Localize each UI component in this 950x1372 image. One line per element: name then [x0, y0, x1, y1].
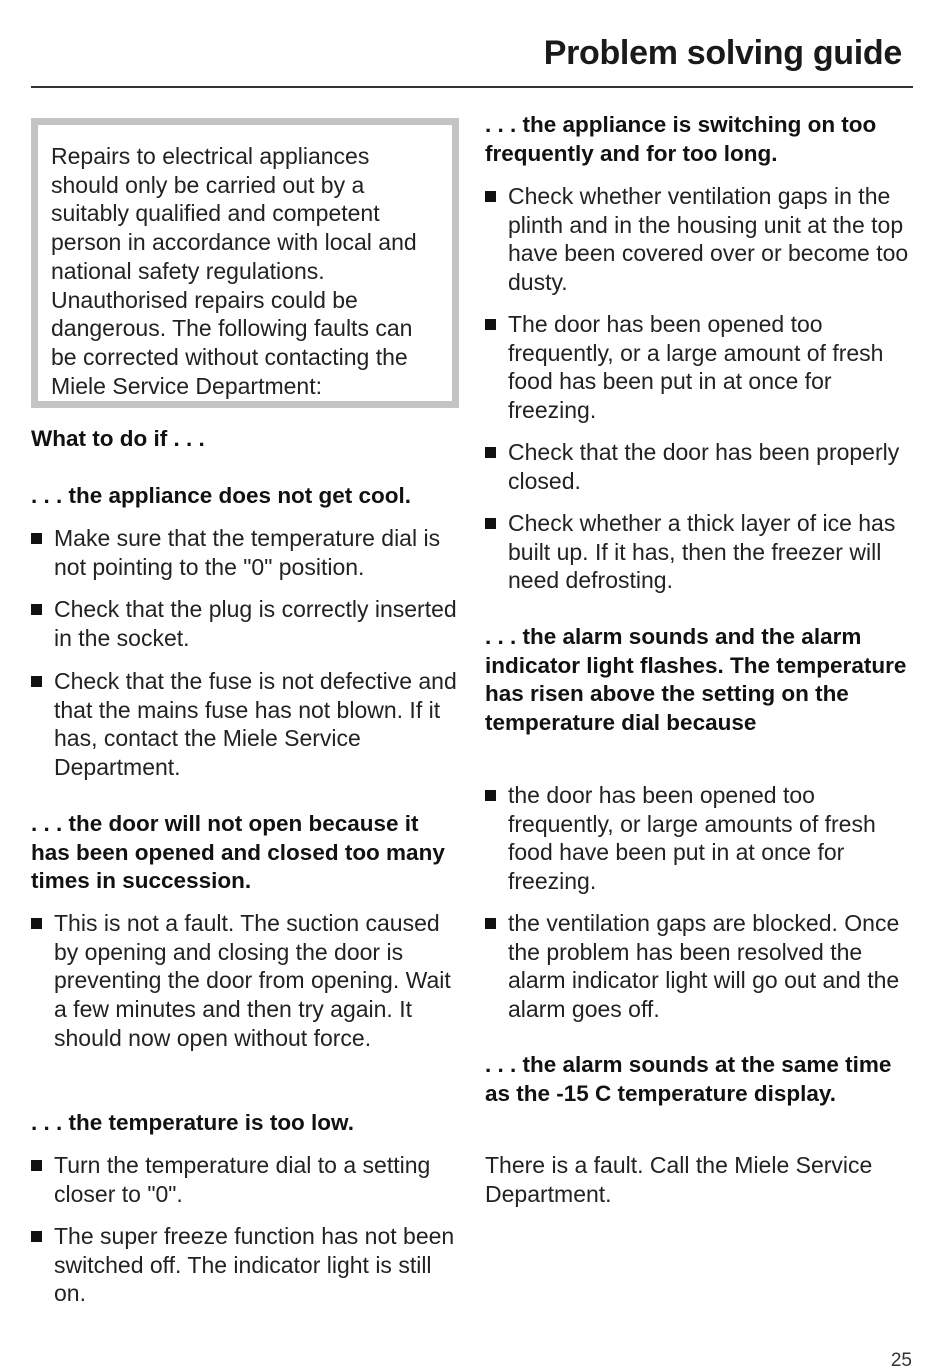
- list-item: Check whether a thick layer of ice has built up. If it has, then the freezer will need defrosting.: [485, 509, 915, 595]
- list-item: Check that the door has been properly closed.: [485, 438, 915, 495]
- header-divider: [31, 86, 913, 88]
- section-heading: . . . the appliance is switching on too frequently and for too long.: [485, 112, 877, 166]
- list-item: the ventilation gaps are blocked. Once the problem has been resolved the alarm indicator light will go out and the alarm goes off.: [485, 909, 915, 1024]
- bullet-square-icon: [485, 518, 496, 529]
- section-heading: . . . the door will not open because it has been opened and closed too many times in succession.: [31, 811, 445, 894]
- page-title: Problem solving guide: [543, 34, 902, 72]
- list-item: Turn the temperature dial to a setting closer to "0".: [31, 1151, 461, 1208]
- bullet-square-icon: [31, 1160, 42, 1171]
- list-item: Check that the fuse is not defective and that the mains fuse has not blown. If it has, contact the Miele Service Department.: [31, 667, 461, 782]
- list-item: This is not a fault. The suction caused by opening and closing the door is preventing the door from opening. Wait a few minutes and then try again. It should now open without force.: [31, 909, 461, 1053]
- bullet-square-icon: [31, 918, 42, 929]
- list-item: Check that the plug is correctly inserted in the socket.: [31, 595, 461, 652]
- intro-heading: What to do if . . .: [31, 426, 205, 451]
- bullet-square-icon: [31, 1231, 42, 1242]
- bullet-square-icon: [31, 676, 42, 687]
- bullet-square-icon: [31, 604, 42, 615]
- bullet-square-icon: [31, 533, 42, 544]
- bullet-square-icon: [485, 447, 496, 458]
- section-heading: . . . the appliance does not get cool.: [31, 483, 412, 508]
- list-item: Make sure that the temperature dial is not pointing to the "0" position.: [31, 524, 461, 581]
- fault-paragraph: There is a fault. Call the Miele Service Department.: [485, 1152, 873, 1207]
- list-item: the door has been opened too frequently, or large amounts of fresh food have been put in at once for freezing.: [485, 781, 915, 896]
- bullet-square-icon: [485, 790, 496, 801]
- section-heading: . . . the alarm sounds and the alarm indicator light flashes. The temperature has risen above the setting on the temperature dial because: [485, 624, 907, 736]
- safety-warning-box: [31, 118, 459, 408]
- list-item: The super freeze function has not been switched off. The indicator light is still on.: [31, 1222, 461, 1308]
- bullet-square-icon: [485, 319, 496, 330]
- page-number: 25: [890, 1350, 912, 1371]
- bullet-square-icon: [485, 918, 496, 929]
- bullet-square-icon: [485, 191, 496, 202]
- list-item: The door has been opened too frequently, or a large amount of fresh food has been put in at once for freezing.: [485, 310, 915, 425]
- list-item: Check whether ventilation gaps in the plinth and in the housing unit at the top have been covered over or become too dusty.: [485, 182, 915, 297]
- section-heading: . . . the temperature is too low.: [31, 1110, 354, 1135]
- safety-warning-text: Repairs to electrical appliances should only be carried out by a suitably qualified and competent person in accordance with local and national safety regulations. Unauthorised repairs could be dangerous. The following faults can be corrected without contacting the Miele Service Department:: [51, 143, 417, 399]
- section-heading: . . . the alarm sounds at the same time as the -15 C temperature display.: [485, 1052, 892, 1106]
